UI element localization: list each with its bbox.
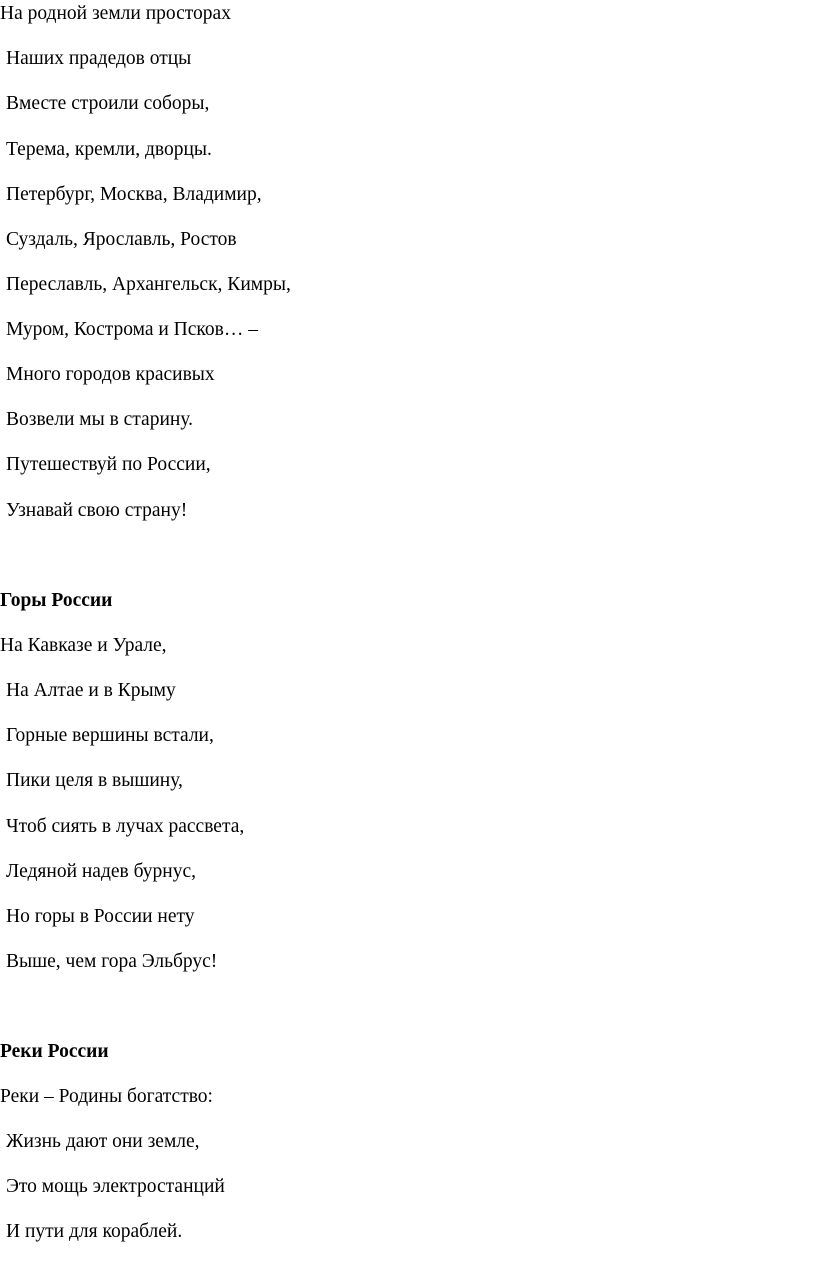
poem-line: Муром, Кострома и Псков… – xyxy=(6,319,258,340)
poem-line: Переславль, Архангельск, Кимры, xyxy=(6,274,291,295)
poem-line: Горные вершины встали, xyxy=(6,725,214,746)
poem-line: Вместе строили соборы, xyxy=(6,93,210,114)
poem-line: Это мощь электростанций xyxy=(6,1176,225,1197)
poem-line: На Алтае и в Крыму xyxy=(6,680,176,701)
section-title: Реки России xyxy=(0,1041,109,1062)
poem-line: Петербург, Москва, Владимир, xyxy=(6,184,262,205)
poem-line: Чтоб сиять в лучах рассвета, xyxy=(6,816,245,837)
poem-line: Узнавай свою страну! xyxy=(6,500,188,521)
poem-line: Суздаль, Ярославль, Ростов xyxy=(6,229,237,250)
poem-line: На Кавказе и Урале, xyxy=(0,635,167,656)
poem-line: Путешествуй по России, xyxy=(6,454,211,475)
poem-line: На родной земли просторах xyxy=(0,3,231,24)
poem-line: Выше, чем гора Эльбрус! xyxy=(6,951,218,972)
poem-line: И пути для кораблей. xyxy=(6,1221,183,1242)
poem-line: Терема, кремли, дворцы. xyxy=(6,139,212,160)
poem-line: Пики целя в вышину, xyxy=(6,770,183,791)
poem-line: Много городов красивых xyxy=(6,364,215,385)
poem-line: Но горы в России нету xyxy=(6,906,195,927)
poem-line: Ледяной надев бурнус, xyxy=(6,861,197,882)
poem-line: Реки – Родины богатство: xyxy=(0,1086,213,1107)
poem-line: Жизнь дают они земле, xyxy=(6,1131,200,1152)
poem-line: Возвели мы в старину. xyxy=(6,409,194,430)
section-title: Горы России xyxy=(0,590,113,611)
poem-line: Наших прадедов отцы xyxy=(6,48,192,69)
